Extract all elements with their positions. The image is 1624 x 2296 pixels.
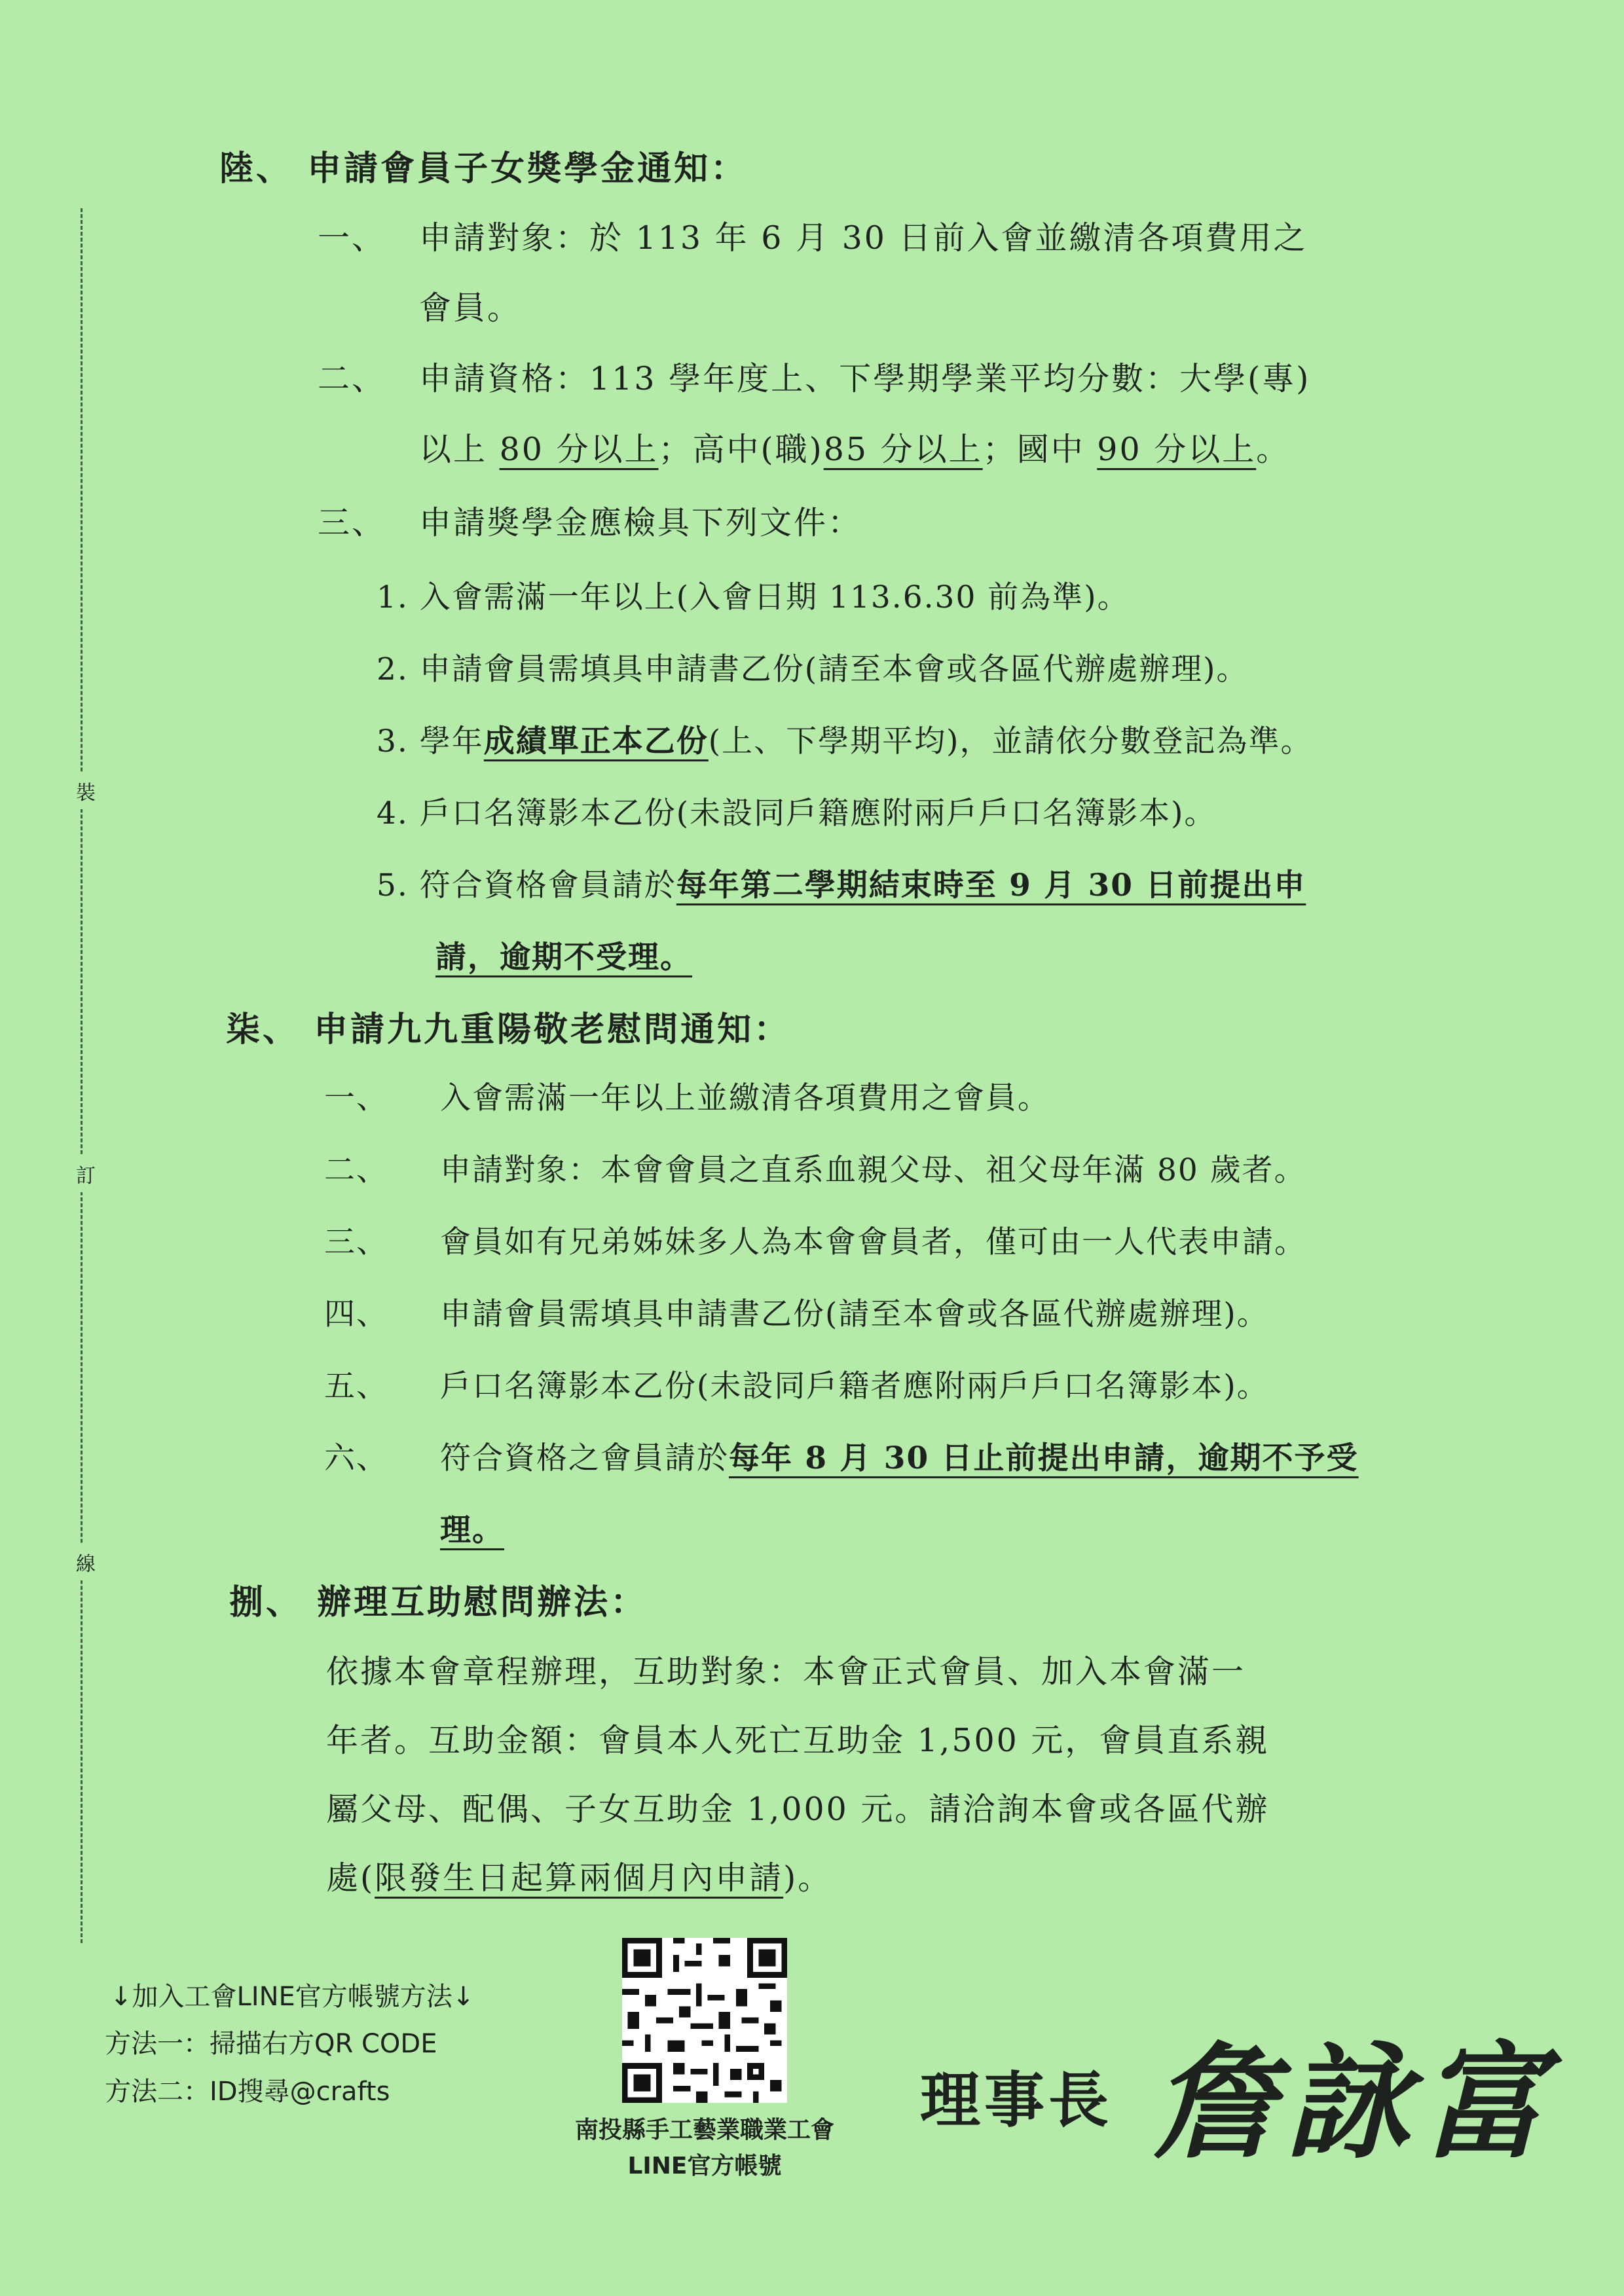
s7-item-3-num: 三、 xyxy=(324,1224,388,1260)
signature-name: 詹詠富 xyxy=(1153,2030,1554,2176)
section-7-heading: 柒、 申請九九重陽敬老慰問通知： xyxy=(226,1010,791,1049)
s6-item-3-num: 三、 xyxy=(318,504,386,541)
s6-item-2-line-2: 以上 80 分以上；高中(職)85 分以上；國中 90 分以上。 xyxy=(419,431,1291,468)
s7-item-3-text: 會員如有兄弟姊妹多人為本會會員者，僅可由一人代表申請。 xyxy=(440,1224,1306,1260)
s6-doc-1: 1. 入會需滿一年以上(入會日期 113.6.30 前為準)。 xyxy=(377,579,1130,615)
s7-item-6-cont: 理。 xyxy=(440,1512,504,1548)
signature-title: 理事長 xyxy=(920,2065,1113,2136)
s7-item-6-num: 六、 xyxy=(324,1440,388,1476)
section-6-heading: 陸、 申請會員子女獎學金通知： xyxy=(219,149,748,189)
s6-item-1-line-2: 會員。 xyxy=(419,289,522,327)
s8-line-1: 依據本會章程辦理，互助對象：本會正式會員、加入本會滿一 xyxy=(326,1653,1246,1690)
qr-caption-union: 南投縣手工藝業職業工會 xyxy=(574,2117,834,2143)
line-method-2: 方法二：ID搜尋@crafts xyxy=(105,2077,390,2107)
s6-doc-5-cont: 請，逾期不受理。 xyxy=(435,939,692,975)
binding-mark-1: 裝 xyxy=(76,773,96,809)
s6-item-1-line-1: 申請對象：於 113 年 6 月 30 日前入會並繳清各項費用之 xyxy=(419,219,1308,257)
s6-doc-3: 3. 學年成績單正本乙份(上、下學期平均)，並請依分數登記為準。 xyxy=(377,723,1313,759)
s6-item-2-line-1: 申請資格：113 學年度上、下學期學業平均分數：大學(專) xyxy=(419,360,1311,397)
section-8-heading: 捌、 辦理互助慰問辦法： xyxy=(229,1582,648,1622)
s6-item-3-line-1: 申請獎學金應檢具下列文件： xyxy=(419,504,862,541)
s7-item-1-num: 一、 xyxy=(324,1080,388,1116)
s6-item-2-num: 二、 xyxy=(318,360,386,397)
s7-item-6-text: 符合資格之會員請於每年 8 月 30 日止前提出申請，逾期不予受 xyxy=(440,1440,1359,1476)
s7-item-2-text: 申請對象：本會會員之直系血親父母、祖父母年滿 80 歲者。 xyxy=(440,1152,1306,1188)
qr-caption-account: LINE官方帳號 xyxy=(627,2153,782,2179)
s8-line-2: 年者。互助金額：會員本人死亡互助金 1,500 元，會員直系親 xyxy=(326,1722,1270,1759)
s6-doc-2: 2. 申請會員需填具申請書乙份(請至本會或各區代辦處辦理)。 xyxy=(377,651,1249,687)
line-join-title: ↓加入工會LINE官方帳號方法↓ xyxy=(110,1982,475,2012)
line-qr-code[interactable] xyxy=(622,1938,787,2103)
s7-item-5-num: 五、 xyxy=(324,1368,388,1404)
s6-item-1-num: 一、 xyxy=(318,219,386,257)
binding-mark-2: 訂 xyxy=(76,1156,96,1192)
s7-item-2-num: 二、 xyxy=(324,1152,388,1188)
s7-item-1-text: 入會需滿一年以上並繳清各項費用之會員。 xyxy=(440,1080,1050,1116)
s8-line-4: 處(限發生日起算兩個月內申請)。 xyxy=(326,1859,832,1897)
binding-margin-line xyxy=(81,208,83,1943)
line-method-1: 方法一：掃描右方QR CODE xyxy=(105,2029,437,2059)
s8-line-3: 屬父母、配偶、子女互助金 1,000 元。請洽詢本會或各區代辦 xyxy=(326,1791,1270,1828)
s6-doc-4: 4. 戶口名簿影本乙份(未設同戶籍應附兩戶戶口名簿影本)。 xyxy=(377,795,1217,831)
s7-item-4-text: 申請會員需填具申請書乙份(請至本會或各區代辦處辦理)。 xyxy=(440,1296,1269,1332)
s7-item-5-text: 戶口名簿影本乙份(未設同戶籍者應附兩戶戶口名簿影本)。 xyxy=(440,1368,1269,1404)
s7-item-4-num: 四、 xyxy=(324,1296,388,1332)
s6-doc-5: 5. 符合資格會員請於每年第二學期結束時至 9 月 30 日前提出申 xyxy=(377,867,1306,903)
binding-mark-3: 線 xyxy=(76,1544,96,1580)
